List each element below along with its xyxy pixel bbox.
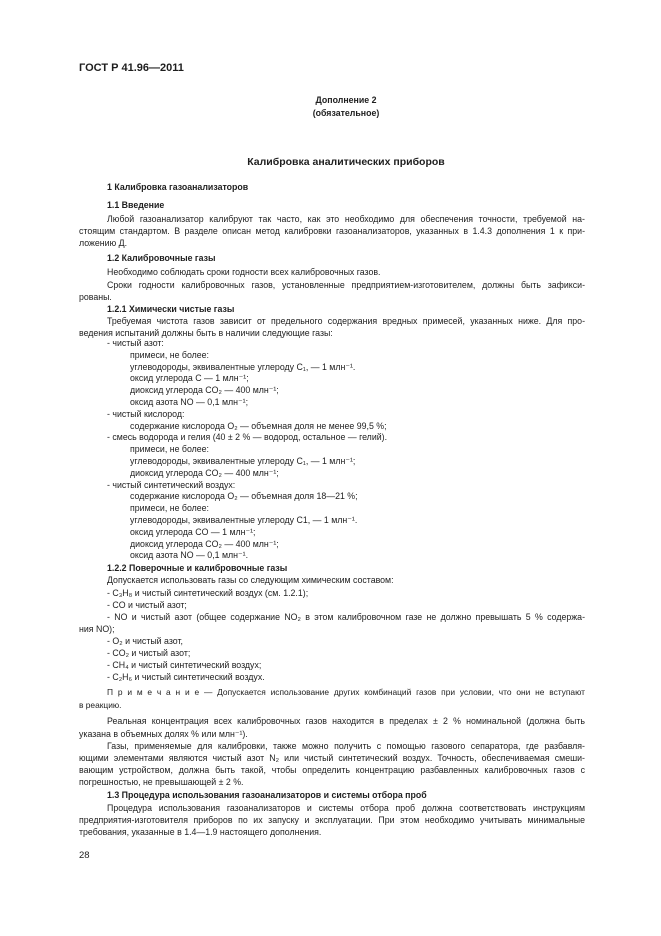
section-1-2-2-intro: Допускается использовать газы со следующим химическим составом: [107, 575, 394, 585]
section-1-3-heading: 1.3 Процедура использования газоанализаторов и системы отбора проб [107, 790, 427, 800]
paragraph-line: Требуемая чистота газов зависит от предельного содержания вредных примесей, указанных ниже. Для про- [107, 316, 585, 326]
note-label: П р и м е ч а н и е [107, 687, 200, 697]
list-item: - CH₄ и чистый синтетический воздух; [107, 660, 262, 670]
list-subitem: диоксид углерода CO₂ — 400 млн⁻¹; [130, 467, 279, 478]
paragraph-line: вающим устройством, должна быть такой, чтобы определить концентрацию разбавленных калибровочных газов с [79, 765, 585, 775]
section-1-2-paragraph-2 [79, 279, 585, 303]
list-item: - C₃H₈ и чистый синтетический воздух (см. 1.2.1); [107, 588, 309, 598]
paragraph-line: Сроки годности калибровочных газов, установленные предприятием-изготовителем, должны быть зафикси- [107, 280, 585, 290]
list-item: - O₂ и чистый азот, [107, 636, 183, 646]
section-1-3-paragraph [79, 802, 585, 838]
standard-code: ГОСТ Р 41.96—2011 [79, 62, 184, 74]
list-subitem: углеводороды, эквивалентные углероду C1, — 1 млн⁻¹. [130, 514, 358, 525]
list-item: - CO₂ и чистый азот; [107, 648, 191, 658]
list-subitem: содержание кислорода O₂ — объемная доля 18—21 %; [130, 491, 358, 502]
list-subitem: углеводороды, эквивалентные углероду C₁, — 1 млн⁻¹; [130, 455, 356, 466]
paragraph-line: Газы, применяемые для калибровки, также можно получить с помощью газового сепаратора, где разбавля- [107, 741, 585, 751]
paragraph-line: ведения испытаний должны быть в наличии следующие газы: [79, 328, 333, 338]
section-1-2-2-heading: 1.2.2 Поверочные и калибровочные газы [107, 563, 288, 573]
list-item: - C₂H₆ и чистый синтетический воздух. [107, 672, 265, 682]
calibration-gases-list [79, 587, 585, 683]
list-item: - CO и чистый азот; [107, 600, 187, 610]
list-item: - смесь водорода и гелия (40 ± 2 % — водород, остальное — гелий). [107, 432, 388, 443]
section-1-1-heading: 1.1 Введение [107, 200, 165, 210]
list-subitem: диоксид углерода CO₂ — 400 млн⁻¹; [130, 385, 279, 396]
list-item: - чистый синтетический воздух: [107, 479, 236, 490]
document-title: Калибровка аналитических приборов [247, 156, 445, 168]
section-1-2-heading: 1.2 Калибровочные газы [107, 253, 216, 263]
paragraph-line: ложению Д. [79, 238, 128, 248]
section-1-2-1-heading: 1.2.1 Химически чистые газы [107, 304, 235, 314]
list-item: - чистый кислород: [107, 408, 185, 419]
section-1-heading: 1 Калибровка газоанализаторов [107, 182, 249, 192]
paragraph-line: Реальная концентрация всех калибровочных газов находится в пределах ± 2 % номинальной (должна быть [107, 716, 585, 726]
list-subitem: примеси, не более: [130, 349, 210, 360]
paragraph-line: погрешностью, не превышающей ± 2 %. [79, 777, 244, 787]
list-subitem: оксид углерода CO — 1 млн⁻¹; [130, 526, 256, 537]
list-item: - NO и чистый азот (общее содержание NO₂ в этом калибровочном газе не должно превышать 5 % содержа- [107, 612, 585, 622]
list-subitem: оксид азота NO — 0,1 млн⁻¹. [130, 550, 249, 561]
paragraph-line: Любой газоанализатор калибруют так часто, как это необходимо для обеспечения точности, требуемой на- [107, 214, 585, 224]
paragraph-line: Процедура использования газоанализаторов и системы отбора проб должна соответствовать инструкциям [107, 803, 585, 813]
paragraph-line: требования, указанные в 1.4—1.9 настоящего дополнения. [79, 827, 322, 837]
pure-gases-list [79, 338, 585, 562]
section-1-1-paragraph [79, 213, 585, 249]
note-line: в реакцию. [79, 699, 122, 710]
list-subitem: примеси, не более: [130, 444, 210, 455]
paragraph-line: ющими элементами являются чистый азот N₂ или чистый синтетический воздух. Точность, обеспечиваемая смеши- [79, 753, 585, 763]
list-subitem: диоксид углерода CO₂ — 400 млн⁻¹; [130, 538, 279, 549]
note-line [79, 686, 585, 699]
concentration-paragraph [79, 715, 585, 740]
list-subitem: содержание кислорода O₂ — объемная доля не менее 99,5 %; [130, 420, 387, 431]
paragraph-line: предприятия-изготовителя приборов по их запуску и эксплуатации. При этом необходимо учитывать минимальные [79, 815, 585, 825]
list-subitem: оксид углерода C — 1 млн⁻¹; [130, 373, 249, 384]
list-subitem: оксид азота NO — 0,1 млн⁻¹; [130, 396, 249, 407]
list-item: - чистый азот: [107, 338, 164, 348]
gas-divider-paragraph [79, 740, 585, 788]
supplement-title: Дополнение 2 [315, 95, 377, 105]
paragraph-line: указана в объемных долях % или млн⁻¹). [79, 728, 248, 739]
section-1-2-1-intro [79, 315, 585, 339]
paragraph-line: стоящим стандартом. В разделе описан метод калибровки газоанализаторов, указанных в 1.4.3 дополнения 1 к при- [79, 226, 585, 236]
section-1-2-paragraph-1: Необходимо соблюдать сроки годности всех калибровочных газов. [107, 267, 381, 277]
supplement-status: (обязательное) [312, 108, 380, 118]
page-number: 28 [79, 850, 90, 861]
list-subitem: примеси, не более: [130, 503, 210, 514]
note-text: — Допускается использование других комбинаций газов при условии, что они не вступают [203, 687, 585, 697]
list-subitem: углеводороды, эквивалентные углероду C₁, — 1 млн⁻¹. [130, 361, 356, 372]
paragraph-line: рованы. [79, 292, 112, 302]
note [79, 686, 585, 711]
list-item-continuation: ния NO); [79, 624, 115, 634]
